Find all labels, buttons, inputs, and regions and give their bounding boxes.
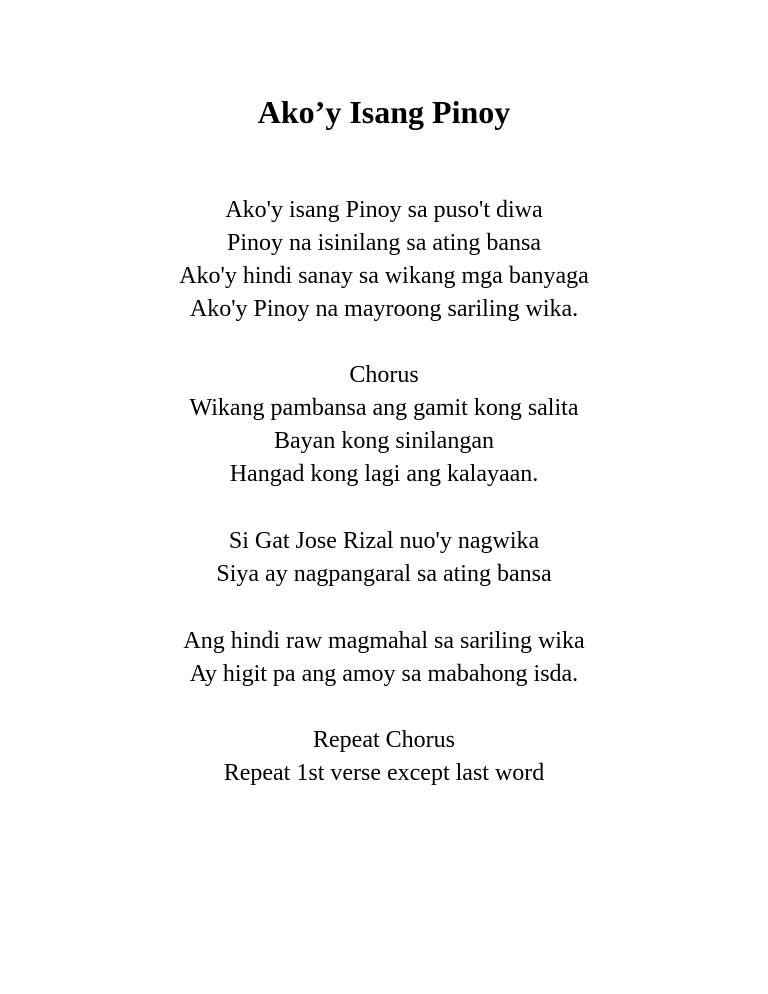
lyric-line: Ako'y isang Pinoy sa puso't diwa bbox=[225, 197, 543, 223]
lyric-line: Pinoy na isinilang sa ating bansa bbox=[227, 230, 541, 256]
lyric-line: Ay higit pa ang amoy sa mabahong isda. bbox=[189, 661, 579, 687]
chorus-heading: Chorus bbox=[349, 362, 419, 388]
lyric-line: Wikang pambansa ang gamit kong salita bbox=[189, 395, 579, 421]
stanza-verse-1 bbox=[0, 194, 768, 326]
stanza-ending-instructions bbox=[0, 724, 768, 790]
lyric-line: Ako'y hindi sanay sa wikang mga banyaga bbox=[179, 263, 589, 289]
lyric-line: Hangad kong lagi ang kalayaan. bbox=[229, 461, 539, 487]
stanza-chorus bbox=[0, 359, 768, 491]
lyric-line: Bayan kong sinilangan bbox=[274, 428, 494, 454]
repeat-instruction: Repeat 1st verse except last word bbox=[223, 760, 545, 786]
lyric-line: Si Gat Jose Rizal nuo'y nagwika bbox=[228, 528, 540, 554]
stanza-verse-3 bbox=[0, 625, 768, 691]
lyric-line: Ako'y Pinoy na mayroong sariling wika. bbox=[189, 296, 579, 322]
song-title: Ako’y Isang Pinoy bbox=[257, 94, 511, 130]
stanza-verse-2 bbox=[0, 525, 768, 591]
lyric-line: Siya ay nagpangaral sa ating bansa bbox=[216, 561, 552, 587]
lyric-line: Ang hindi raw magmahal sa sariling wika bbox=[183, 628, 585, 654]
repeat-instruction: Repeat Chorus bbox=[313, 727, 455, 753]
